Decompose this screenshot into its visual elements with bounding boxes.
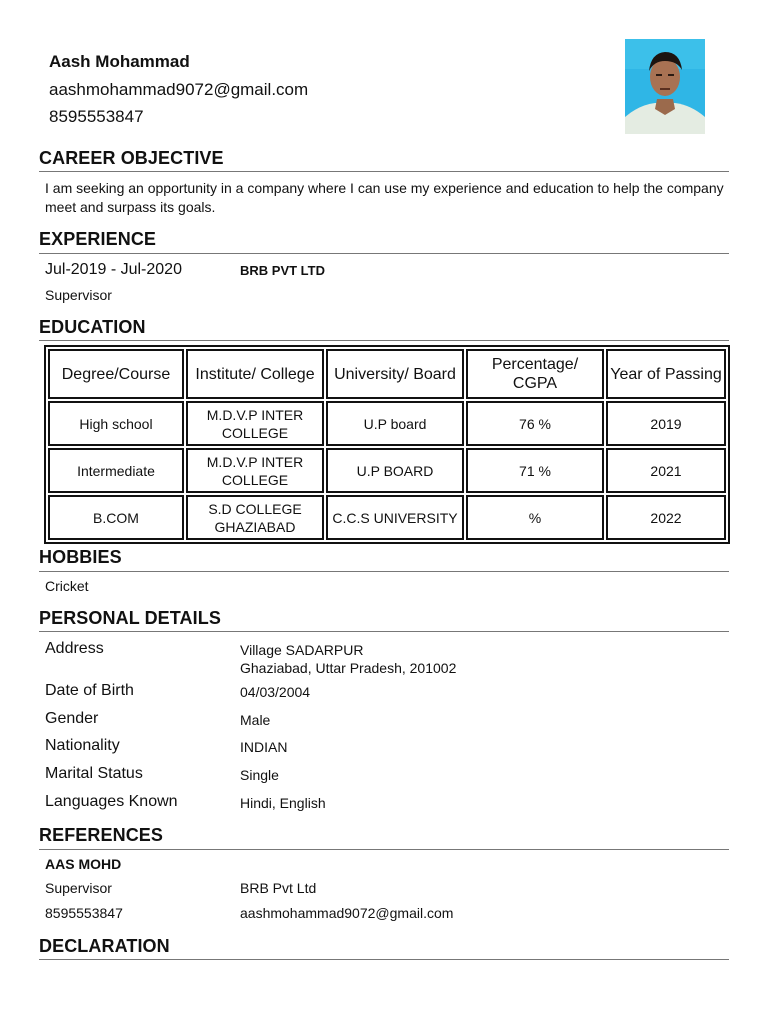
hobbies-text: Cricket [45,578,89,594]
gender-value: Male [240,712,271,728]
table-cell: 2021 [606,448,726,493]
table-cell: Intermediate [48,448,184,493]
section-title-personal-details: PERSONAL DETAILS [39,608,221,628]
table-cell: % [466,495,604,540]
nationality-label: Nationality [45,737,120,754]
education-table [44,345,730,544]
table-cell: M.D.V.P INTER COLLEGE [186,401,324,446]
section-divider [39,631,729,632]
reference-role: Supervisor [45,880,112,896]
table-cell: M.D.V.P INTER COLLEGE [186,448,324,493]
table-cell: 2022 [606,495,726,540]
experience-role: Supervisor [45,287,112,303]
section-title-career-objective: CAREER OBJECTIVE [39,148,224,168]
table-header-cell: Institute/ College [186,349,324,399]
dob-label: Date of Birth [45,682,134,699]
table-cell: U.P board [326,401,464,446]
table-cell: B.COM [48,495,184,540]
profile-photo [625,39,705,134]
candidate-name: Aash Mohammad [49,52,190,71]
section-title-experience: EXPERIENCE [39,229,157,249]
table-header-cell: Degree/Course [48,349,184,399]
table-header-cell: Percentage/ CGPA [466,349,604,399]
table-cell: S.D COLLEGE GHAZIABAD [186,495,324,540]
section-title-education: EDUCATION [39,317,146,337]
section-title-declaration: DECLARATION [39,936,170,956]
reference-phone: 8595553847 [45,905,123,921]
marital-status-value: Single [240,767,279,783]
section-divider [39,171,729,172]
experience-period: Jul-2019 - Jul-2020 [45,261,182,278]
table-cell: 71 % [466,448,604,493]
table-header-cell: Year of Passing [606,349,726,399]
languages-value: Hindi, English [240,795,326,811]
candidate-phone: 8595553847 [49,107,144,126]
table-cell: C.C.S UNIVERSITY [326,495,464,540]
table-cell: U.P BOARD [326,448,464,493]
table-row [48,448,726,493]
marital-status-label: Marital Status [45,765,143,782]
candidate-email: aashmohammad9072@gmail.com [49,80,309,99]
reference-company: BRB Pvt Ltd [240,880,317,896]
address-line-1: Village SADARPUR [240,642,364,658]
section-divider [39,253,729,254]
table-header-row [48,349,726,399]
person-photo-icon [625,39,705,134]
table-cell: 76 % [466,401,604,446]
reference-email: aashmohammad9072@gmail.com [240,905,454,921]
address-line-2: Ghaziabad, Uttar Pradesh, 201002 [240,660,457,676]
section-divider [39,571,729,572]
section-divider [39,959,729,960]
table-row [48,495,726,540]
section-title-hobbies: HOBBIES [39,547,122,567]
reference-name: AAS MOHD [45,856,122,872]
table-row [48,401,726,446]
section-title-references: REFERENCES [39,825,164,845]
table-cell: 2019 [606,401,726,446]
section-divider [39,340,729,341]
career-objective-text: I am seeking an opportunity in a company where I can use my experience and education to help the company meet and surpass its goals. [45,180,724,215]
nationality-value: INDIAN [240,739,288,755]
address-label: Address [45,640,104,657]
gender-label: Gender [45,710,99,727]
languages-label: Languages Known [45,793,178,810]
experience-company: BRB PVT LTD [240,263,325,278]
dob-value: 04/03/2004 [240,684,311,700]
table-header-cell: University/ Board [326,349,464,399]
section-divider [39,849,729,850]
table-cell: High school [48,401,184,446]
